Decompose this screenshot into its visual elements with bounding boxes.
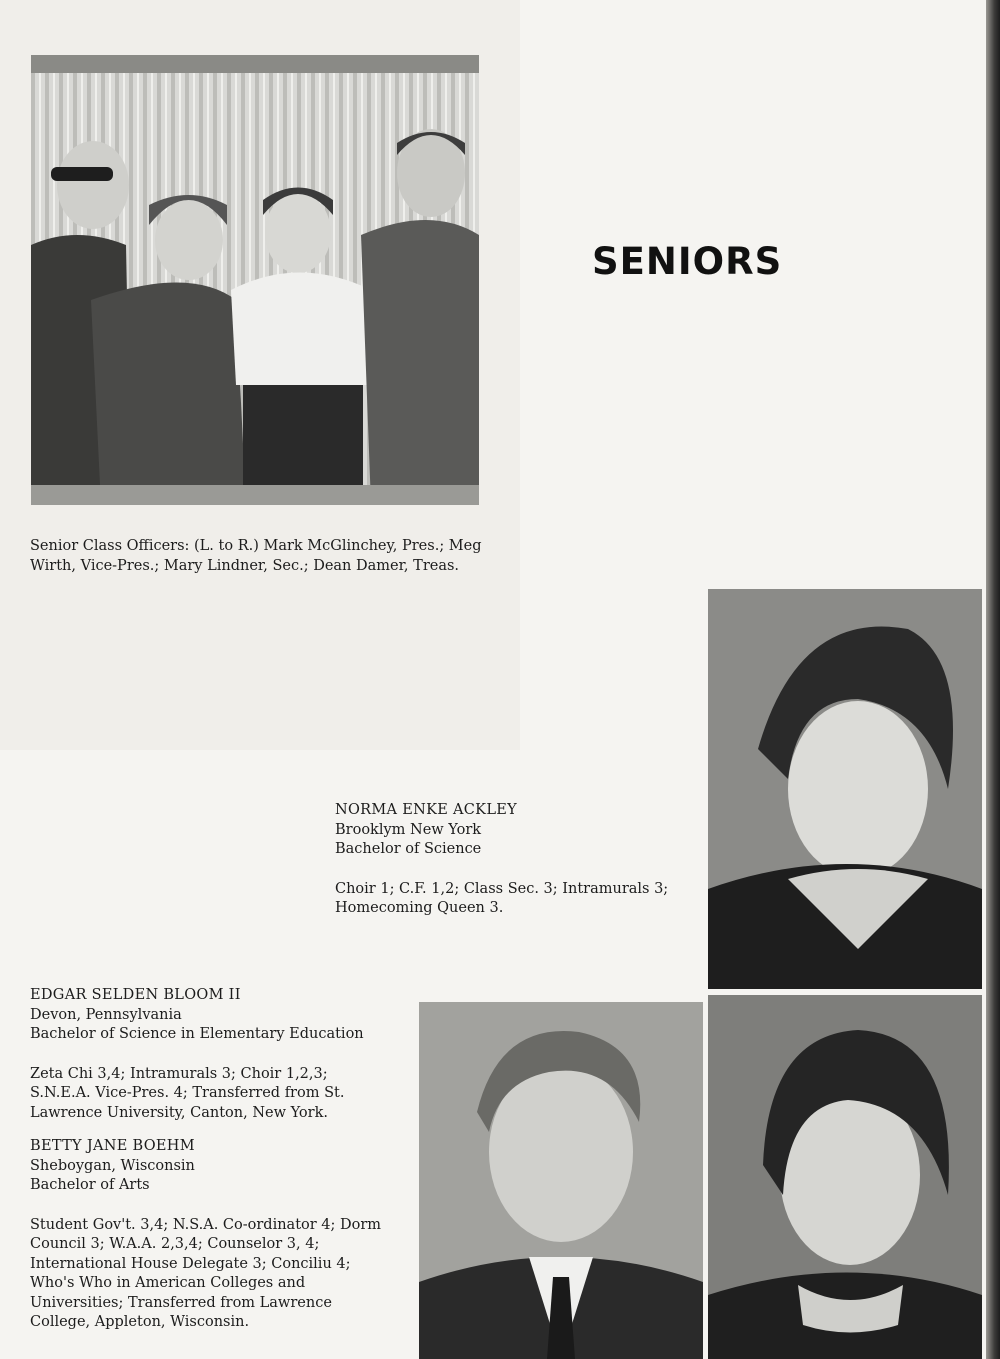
class-officers-photo bbox=[31, 55, 479, 505]
entry-activities: Zeta Chi 3,4; Intramurals 3; Choir 1,2,3; S.N.E.A. Vice-Pres. 4; Transferred from St. Lawrence University, Canton, New York. bbox=[30, 1065, 345, 1121]
entry-degree: Bachelor of Science in Elementary Education bbox=[30, 1026, 364, 1042]
portrait-bloom bbox=[419, 1002, 703, 1359]
entry-hometown: Sheboygan, Wisconsin bbox=[30, 1157, 195, 1174]
entry-activities: Student Gov't. 3,4; N.S.A. Co-ordinator 4; Dorm Council 3; W.A.A. 2,3,4; Counselor 3, 4; International House Delegate 3; Conciliu 4; Who's Who in American Colleges and Universities; Transferred from Lawrence College, Appleton, Wisconsin. bbox=[30, 1216, 382, 1330]
entry-boehm bbox=[30, 1137, 386, 1333]
portrait-boehm bbox=[708, 995, 982, 1359]
entry-name: BETTY JANE BOEHM bbox=[30, 1138, 195, 1154]
entry-activities: Choir 1; C.F. 1,2; Class Sec. 3; Intramurals 3; Homecoming Queen 3. bbox=[335, 880, 669, 916]
entry-hometown: Brooklym New York bbox=[335, 821, 482, 838]
page-binding-edge bbox=[986, 0, 1000, 1359]
portrait-ackley bbox=[708, 589, 982, 989]
entry-degree: Bachelor of Arts bbox=[30, 1177, 150, 1193]
entry-degree: Bachelor of Science bbox=[335, 841, 482, 857]
page-heading: SENIORS bbox=[592, 240, 783, 283]
entry-hometown: Devon, Pennsylvania bbox=[30, 1006, 182, 1023]
entry-name: NORMA ENKE ACKLEY bbox=[335, 802, 518, 818]
entry-bloom bbox=[30, 986, 380, 1123]
photo-caption: Senior Class Officers: (L. to R.) Mark McGlinchey, Pres.; Meg Wirth, Vice-Pres.; Mary Lindner, Sec.; Dean Damer, Treas. bbox=[30, 538, 482, 574]
entry-name: EDGAR SELDEN BLOOM II bbox=[30, 987, 241, 1003]
entry-ackley bbox=[335, 801, 680, 919]
